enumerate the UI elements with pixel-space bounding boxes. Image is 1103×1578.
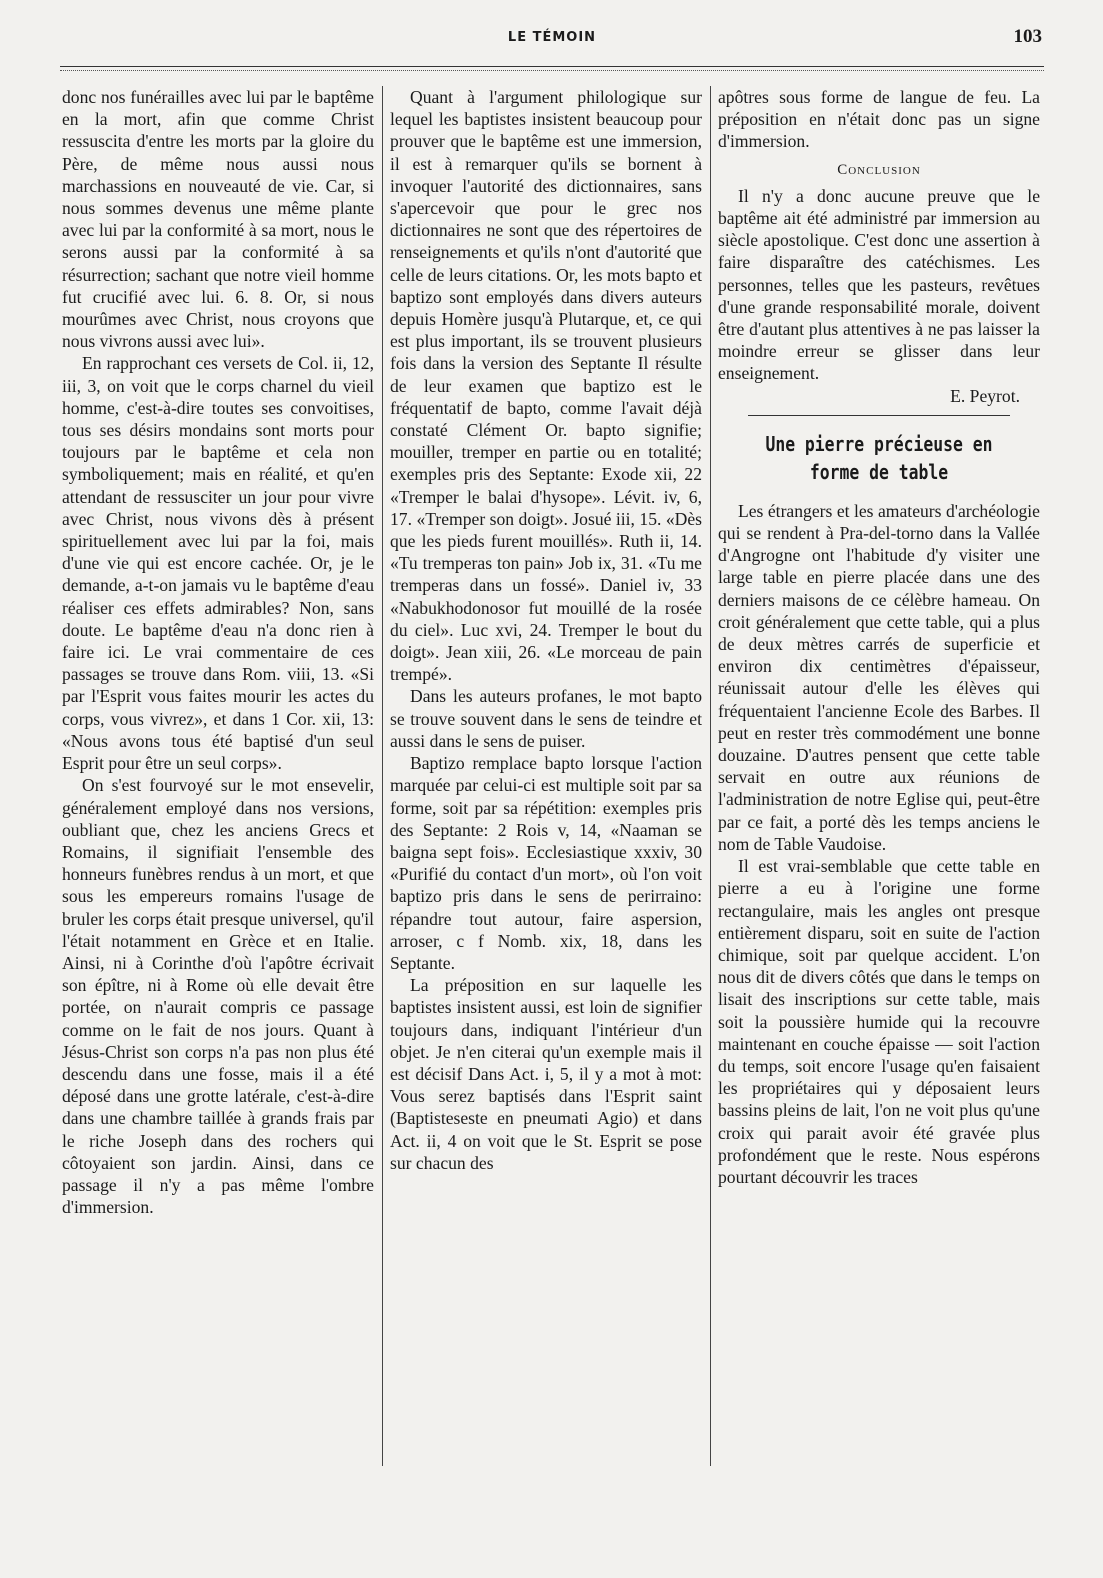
column-1 <box>62 86 374 1218</box>
column-2 <box>390 86 702 1174</box>
header-rule <box>60 66 1044 71</box>
signature: E. Peyrot. <box>950 385 1020 406</box>
paragraph: En rapprochant ces versets de Col. ii, 12, iii, 3, on voit que le corps charnel du vieil homme, c'est-à-dire toutes ses convoitises, tous ses désirs mondains sont morts pour toujours par le baptême et cela non symboliquement; mais en réalité, et qu'en attendant de ressusciter un jour pour vivre avec Christ, nous vivons dès à présent spirituellement avec lui par la foi, mais d'une vie qui est encore cachée. Or, je le demande, a-t-on jamais vu le baptême d'eau réaliser ces effets admirables? Non, sans doute. Le baptême d'eau n'a donc rien à faire ici. Le vrai commentaire de ces passages se trouve dans Rom. viii, 13. «Si par l'Esprit vous faites mourir les actes du corps, vous vivrez», et dans 1 Cor. xii, 13: «Nous avons tous été baptisé d'un seul Esprit pour être un seul corps». <box>62 353 374 774</box>
running-title: LE TÉMOIN <box>507 30 597 45</box>
paragraph: Dans les auteurs profanes, le mot bapto se trouve souvent dans le sens de teindre et aussi dans le sens de puiser. <box>390 686 702 751</box>
column-divider <box>710 86 711 1466</box>
paragraph: Baptizo remplace bapto lorsque l'action marquée par celui-ci est multiple soit par sa forme, soit par sa répétition: exemples pris des Septante: 2 Rois v, 14, «Naaman se baigna sept fois». Ecclesiastique xxxiv, 30 «Purifié du contact d'un mort», où l'on voit baptizo pris dans le sens de perirraino: répandre tout autour, faire aspersion, arroser, c f Nomb. xix, 18, dans les Septante. <box>390 753 702 973</box>
paragraph: apôtres sous forme de langue de feu. La préposition en n'était donc pas un signe d'immersion. <box>718 87 1040 152</box>
column-divider <box>382 86 383 1466</box>
page-header <box>62 24 1042 64</box>
paragraph: donc nos funérailles avec lui par le baptême en la mort, afin que comme Christ ressuscita d'entre les morts par la gloire du Père, de même nous aussi nous marchassions en nouveauté de vie. Car, si nous sommes devenus une même plante avec lui par la conformité à sa mort, nous le serons aussi par la conformité à sa résurrection; sachant que notre vieil homme fut crucifié avec lui. 6. 8. Or, si nous mourûmes avec Christ, nous croyons que nous vivrons aussi avec lui». <box>62 87 374 352</box>
paragraph: Quant à l'argument philologique sur lequel les baptistes insistent beaucoup pour prouver que le baptême est une immersion, il est à remarquer qu'ils se bornent à invoquer l'autorité des dictionnaires, sans s'apercevoir que pour le grec nos dictionnaires ne sont que des répertoires de renseignements et qu'ils n'ont d'autorité que celle de leurs citations. Or, les mots bapto et baptizo sont employés dans divers auteurs depuis Homère jusqu'à Plutarque, et, ce qui est plus important, ils se trouvent plusieurs fois dans la version des Septante Il résulte de leur examen que baptizo est le fréquentatif de bapto, comme l'avait déjà constaté Clément Or. bapto signifie; mouiller, tremper en partie ou en totalité; exemples pris des Septante: Exode xii, 22 «Tremper le balai d'hysope». Lévit. iv, 6, 17. «Tremper son doigt». Josué iii, 15. «Dès que les pieds furent mouillés». Ruth ii, 14. «Tu tremperas ton pain» Job ix, 31. «Tu me tremperas dans un fossé». Daniel iv, 33 «Nabukhodonosor fut mouillé de la rosée du ciel». Luc xvi, 24. Tremper le bout du doigt». Jean xiii, 26. «Le morceau de pain trempé». <box>390 87 702 685</box>
paragraph: Il est vrai-semblable que cette table en pierre a eu à l'origine une forme rectangulaire, mais les angles ont presque entièrement disparu, soit en suite de l'action chimique, soit par quelque accident. L'on nous dit de divers côtés que dans le temps on lisait des inscriptions sur cette table, mais soit la poussière humide qui la recouvre maintenant en couche épaisse — soit l'action du temps, soit encore l'usage qu'en faisaient les propriétaires qui y déposaient leurs bassins pleins de lait, l'on ne voit plus qu'une croix qui parait avoir été gravée plus profondément que le reste. Nous espérons pourtant découvrir les traces <box>718 856 1040 1187</box>
conclusion-heading: Conclusion <box>837 161 921 178</box>
page-number: 103 <box>1013 26 1042 47</box>
column-3 <box>718 86 1040 1188</box>
article-title: Une pierre précieuse en forme de table <box>765 431 993 484</box>
article-divider <box>748 415 1010 416</box>
paragraph: Les étrangers et les amateurs d'archéologie qui se rendent à Pra-del-torno dans la Vallée d'Angrogne ont l'habitude d'y visiter une large table en pierre placée dans une des derniers maisons de ce célèbre hameau. On croit généralement que cette table, qui a plus de deux mètres carrés de superficie et environ dix centimètres d'épaisseur, réunissait autour d'elle les élèves qui fréquentaient l'ancienne Ecole des Barbes. Il peut en rester très commodément une bonne douzaine. D'autres pensent que cette table servait en outre aux réunions de l'administration de notre Eglise qui, peut-être par ce fait, a porté dès les temps anciens le nom de Table Vaudoise. <box>718 500 1040 854</box>
paragraph: La préposition en sur laquelle les baptistes insistent aussi, est loin de signifier toujours dans, indiquant l'intérieur d'un objet. Je n'en citerai qu'un exemple mais il est décisif Dans Act. i, 5, il y a mot à mot: Vous serez baptisés dans l'Esprit saint (Baptisteseste en pneumati Agio) et dans Act. ii, 4 on voit que le St. Esprit se pose sur chacun des <box>390 975 702 1173</box>
paragraph: On s'est fourvoyé sur le mot ensevelir, généralement employé dans nos versions, oubliant que, chez les anciens Grecs et Romains, il signifiait l'ensemble des honneurs funèbres rendus à un mort, et que sous les empereurs romains l'usage de bruler les corps était presque universel, qu'il l'était notamment en Grèce et en Italie. Ainsi, ni à Corinthe d'où l'apôtre écrivait son épître, ni à Rome où elle devait être portée, on n'aurait compris ce passage comme on le fait de nos jours. Quant à Jésus-Christ son corps n'a pas non plus été descendu dans une fosse, mais il a été déposé dans une grotte latérale, c'est-à-dire dans une chambre taillée à grands frais par le riche Joseph dans des rochers qui côtoyaient son jardin. Ainsi, dans ce passage il n'y a pas même l'ombre d'immersion. <box>62 775 374 1218</box>
paragraph: Il n'y a donc aucune preuve que le baptême ait été administré par immersion au siècle apostolique. C'est donc une assertion à faire disparaître des catéchismes. Les personnes, telles que les pasteurs, revêtues d'une grande responsabilité morale, doivent être d'autant plus attentives à ne pas laisser la moindre erreur se glisser dans leur enseignement. <box>718 185 1040 384</box>
